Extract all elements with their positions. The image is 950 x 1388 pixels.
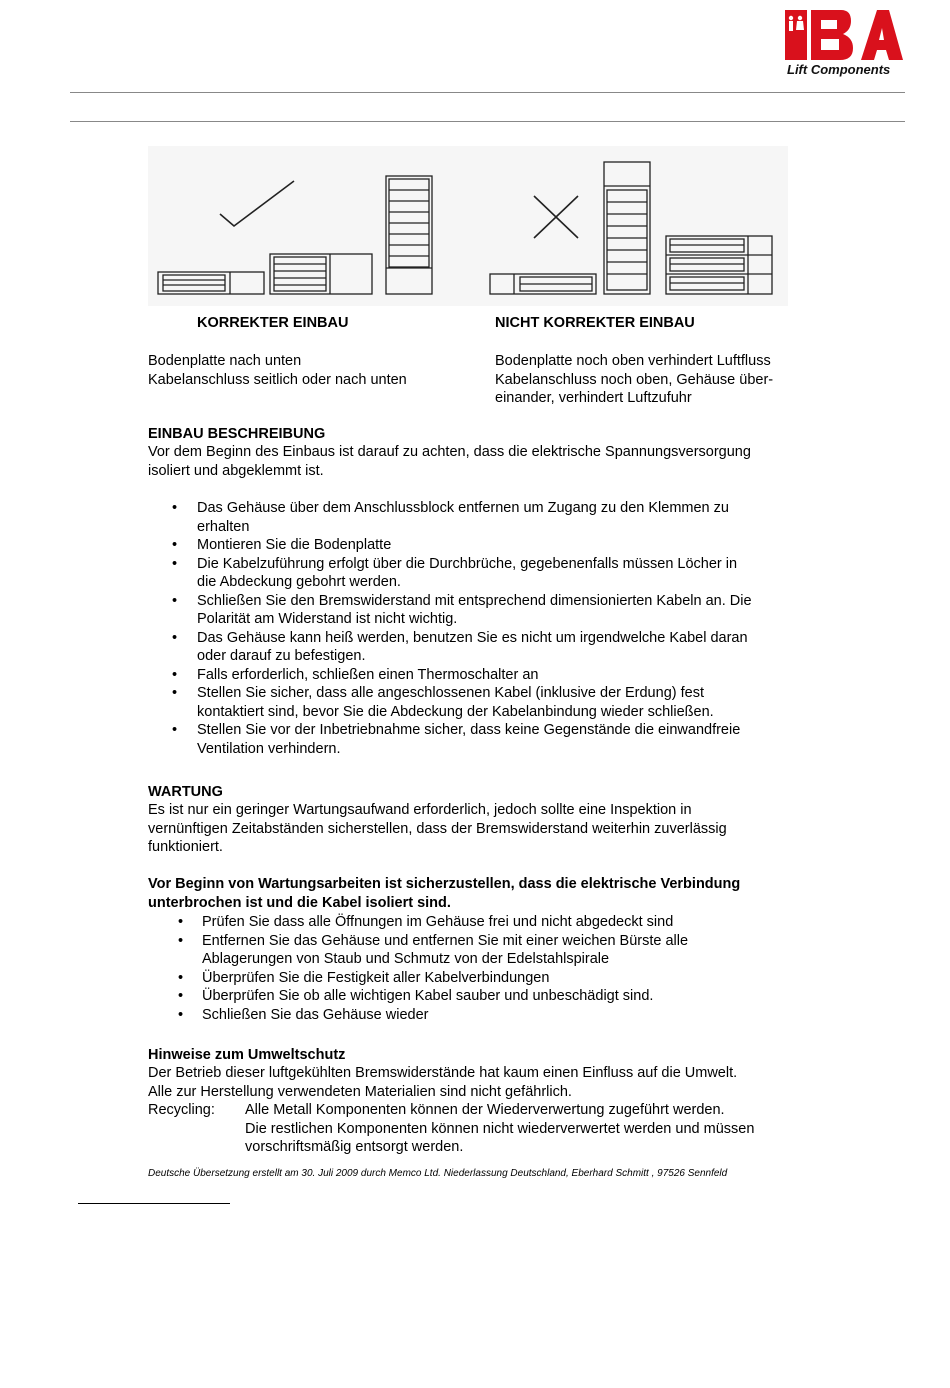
einbau-bullet-list (148, 499, 848, 758)
footnote-separator (78, 1203, 230, 1204)
text-line: funktioniert. (148, 839, 223, 855)
incorrect-description (495, 352, 773, 408)
list-item: • Falls erforderlich, schließen einen Thermoschalter an (172, 666, 539, 683)
recycling-label: Recycling: (148, 1102, 215, 1118)
list-item: • Die Kabelzuführung erfolgt über die Durchbrüche, gegebenenfalls müssen Löcher in die Abdeckung gebohrt werden. (172, 555, 738, 590)
text-line: Die restlichen Komponenten können nicht wiederverwertet werden und müssen (245, 1120, 755, 1137)
list-item: • Prüfen Sie dass alle Öffnungen im Gehäuse frei und nicht abgedeckt sind (178, 914, 674, 930)
caption-incorrect: NICHT KORREKTER EINBAU (495, 315, 695, 331)
text-line: Alle zur Herstellung verwendeten Materialien sind nicht gefährlich. (148, 1083, 572, 1100)
section-heading-umwelt: Hinweise zum Umweltschutz (148, 1047, 346, 1063)
umwelt-text (148, 1064, 737, 1101)
wartung-intro (148, 801, 727, 857)
text-line: Kabelanschluss seitlich oder nach unten (148, 371, 407, 388)
text-line: Der Betrieb dieser luftgekühlten Bremswiderstände hat kaum einen Einfluss auf die Umwelt. (148, 1065, 738, 1081)
header-divider-top (70, 92, 905, 93)
text-line: unterbrochen ist und die Kabel isoliert sind. (148, 894, 451, 911)
cross-mark-icon (534, 196, 578, 238)
list-item: • Entfernen Sie das Gehäuse und entfernen Sie mit einer weichen Bürste alle Ablagerungen von Staub und Schmutz von der Edelstahlspirale (178, 932, 689, 967)
list-item: • Überprüfen Sie ob alle wichtigen Kabel sauber und unbeschädigt sind. (178, 988, 654, 1004)
correct-description (148, 352, 407, 389)
list-item: • Schließen Sie das Gehäuse wieder (178, 1006, 429, 1023)
check-mark-icon (220, 181, 294, 226)
wartung-bullet-list (148, 913, 848, 1024)
text-line: Vor dem Beginn des Einbaus ist darauf zu achten, dass die elektrische Spannungsversorgung (148, 444, 751, 460)
text-line: vorschriftsmäßig entsorgt werden. (245, 1139, 464, 1155)
list-item: • Montieren Sie die Bodenplatte (172, 537, 392, 553)
list-item: • Das Gehäuse über dem Anschlussblock entfernen um Zugang zu den Klemmen zu erhalten (172, 500, 729, 535)
text-line: einander, verhindert Luftzufuhr (495, 390, 692, 406)
wartung-warning (148, 875, 740, 912)
section-heading-wartung: WARTUNG (148, 784, 223, 800)
installation-figure (148, 146, 788, 306)
text-line: vernünftigen Zeitabständen sicherstellen, dass der Bremswiderstand weiterhin zuverlässig (148, 820, 727, 837)
list-item: • Das Gehäuse kann heiß werden, benutzen Sie es nicht um irgendwelche Kabel daran oder darauf zu befestigen. (172, 629, 748, 664)
logo-subtitle: Lift Components (787, 62, 891, 77)
recycling-text (245, 1101, 754, 1157)
section-heading-einbau: EINBAU BESCHREIBUNG (148, 426, 326, 442)
einbau-intro (148, 443, 751, 480)
text-line: isoliert und abgeklemmt ist. (148, 462, 324, 479)
text-line: Kabelanschluss noch oben, Gehäuse über- (495, 371, 774, 388)
text-line: Bodenplatte noch oben verhindert Luftfluss (495, 353, 771, 369)
text-line: Es ist nur ein geringer Wartungsaufwand erforderlich, jedoch sollte eine Inspektion in (148, 802, 692, 818)
caption-correct: KORREKTER EINBAU (197, 315, 349, 331)
text-line: Alle Metall Komponenten können der Wiederverwertung zugeführt werden. (245, 1102, 725, 1118)
text-line: Bodenplatte nach unten (148, 353, 302, 369)
list-item: • Schließen Sie den Bremswiderstand mit entsprechend dimensionierten Kabeln an. Die Polarität am Widerstand ist nicht wichtig. (172, 592, 752, 627)
text-line: Vor Beginn von Wartungsarbeiten ist sicherzustellen, dass die elektrische Verbindung (148, 876, 741, 892)
list-item: • Stellen Sie vor der Inbetriebnahme sicher, dass keine Gegenstände die einwandfreie Ventilation verhindern. (172, 722, 741, 757)
translation-footnote: Deutsche Übersetzung erstellt am 30. Juli 2009 durch Memco Ltd. Niederlassung Deutschland, Eberhard Schmitt , 97526 Sennfeld (148, 1168, 728, 1179)
list-item: • Überprüfen Sie die Festigkeit aller Kabelverbindungen (178, 969, 550, 986)
list-item: • Stellen Sie sicher, dass alle angeschlossenen Kabel (inklusive der Erdung) fest kontaktiert sind, bevor Sie die Abdeckung der Kabelanbindung wieder schließen. (172, 685, 714, 720)
header-divider-bottom (70, 121, 905, 122)
